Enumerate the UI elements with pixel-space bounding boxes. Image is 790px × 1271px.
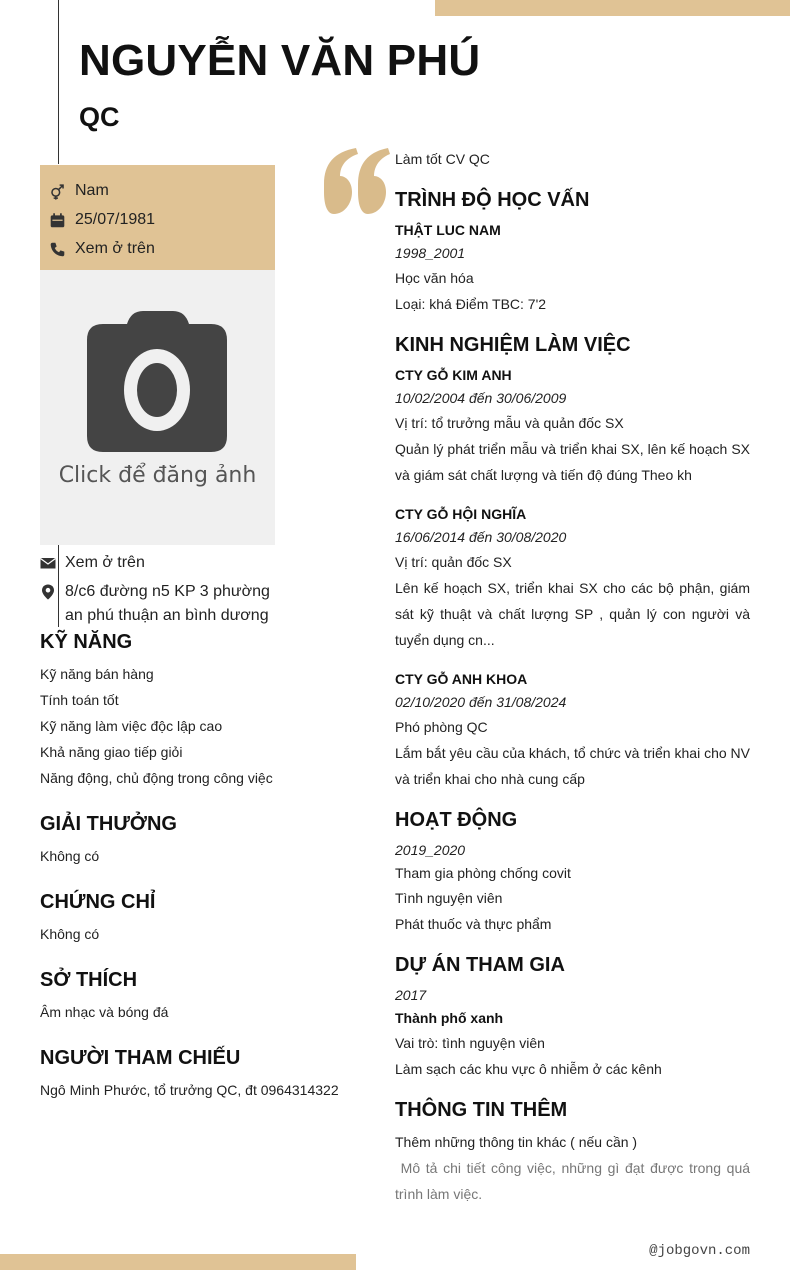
job-period: 10/02/2004 đến 30/06/2009 (395, 390, 567, 406)
birthday-value: 25/07/1981 (75, 211, 156, 228)
education-title: TRÌNH ĐỘ HỌC VẤN (395, 189, 590, 211)
address-line-2: an phú thuận an bình dương (65, 607, 269, 624)
birthday-row (49, 208, 155, 232)
gender-icon (49, 183, 66, 200)
activities-period: 2019_2020 (395, 842, 466, 858)
email-row (40, 551, 145, 575)
photo-upload-area[interactable] (40, 270, 275, 545)
job-period: 02/10/2020 đến 31/08/2024 (395, 694, 567, 710)
phone-icon (49, 241, 66, 258)
skill-item: Năng động, chủ động trong công việc (40, 770, 273, 786)
phone-row (49, 237, 155, 261)
experience-title: KINH NGHIỆM LÀM VIỆC (395, 334, 631, 356)
career-objective: Làm tốt CV QC (395, 151, 490, 167)
job-position: Phó phòng QC (395, 719, 488, 735)
job-company: CTY GỖ ANH KHOA (395, 671, 528, 687)
hobbies-title: SỞ THÍCH (40, 969, 138, 991)
job-period: 16/06/2014 đến 30/08/2020 (395, 529, 567, 545)
activity-item: Tình nguyện viên (395, 890, 503, 906)
skill-item: Tính toán tốt (40, 692, 119, 708)
certificates-text: Không có (40, 926, 100, 942)
location-pin-icon (40, 584, 56, 600)
additional-info-text: Thêm những thông tin khác ( nếu cần ) (395, 1134, 638, 1150)
calendar-icon (49, 212, 66, 229)
address-row (40, 580, 270, 628)
projects-title: DỰ ÁN THAM GIA (395, 954, 565, 976)
bottom-accent-bar (0, 1254, 356, 1270)
skill-item: Khả năng giao tiếp giỏi (40, 744, 183, 760)
hobbies-text: Âm nhạc và bóng đá (40, 1004, 169, 1020)
education-school: THẬT LUC NAM (395, 222, 501, 238)
job-company: CTY GỖ KIM ANH (395, 367, 512, 383)
project-role: Vai trò: tình nguyện viên (395, 1035, 545, 1051)
phone-value: Xem ở trên (75, 240, 155, 257)
job-description: Lắm bắt yêu cầu của khách, tổ chức và triển khai cho NV và triển khai cho nhà cung cấp (395, 745, 750, 787)
email-value: Xem ở trên (65, 554, 145, 571)
top-accent-bar (435, 0, 790, 16)
skill-item: Kỹ năng làm việc độc lập cao (40, 718, 223, 734)
job-title: QC (79, 102, 120, 132)
activity-item: Phát thuốc và thực phẩm (395, 916, 552, 932)
photo-upload-label: Click để đăng ảnh (58, 463, 257, 488)
project-period: 2017 (395, 987, 427, 1003)
additional-info-placeholder: Mô tả chi tiết công việc, những gì đạt được trong quá trình làm việc. (395, 1160, 754, 1202)
job-position: Vị trí: quản đốc SX (395, 554, 512, 570)
job-position: Vị trí: tổ trưởng mẫu và quản đốc SX (395, 415, 624, 431)
activity-item: Tham gia phòng chống covit (395, 865, 571, 881)
activities-title: HOẠT ĐỘNG (395, 809, 518, 831)
certificates-title: CHỨNG CHỈ (40, 891, 156, 913)
skill-item: Kỹ năng bán hàng (40, 666, 154, 682)
job-company: CTY GỖ HỘI NGHĨA (395, 506, 527, 522)
awards-title: GIẢI THƯỞNG (40, 813, 177, 835)
job-description: Lên kế hoạch SX, triển khai SX cho các bộ phận, giám sát kỹ thuật và chất lượng SP , quản lý con người và tuyển dụng cn... (395, 580, 750, 648)
gender-value: Nam (75, 182, 109, 199)
references-text: Ngô Minh Phước, tổ trưởng QC, đt 0964314322 (40, 1082, 339, 1098)
personal-info-box (40, 165, 275, 270)
references-title: NGƯỜI THAM CHIẾU (40, 1047, 241, 1069)
camera-icon (87, 310, 228, 453)
header-divider-line (58, 0, 59, 164)
email-icon (40, 555, 56, 571)
additional-info-title: THÔNG TIN THÊM (395, 1099, 568, 1121)
address-line-1: 8/c6 đường n5 KP 3 phường (65, 583, 270, 600)
gender-row (49, 179, 109, 203)
education-detail: Loại: khá Điểm TBC: 7'2 (395, 296, 547, 312)
quote-mark-icon (322, 140, 390, 216)
footer-watermark: @jobgovn.com (649, 1243, 750, 1259)
education-major: Học văn hóa (395, 270, 474, 286)
candidate-name: NGUYỄN VĂN PHÚ (79, 36, 481, 85)
education-period: 1998_2001 (395, 245, 466, 261)
job-description: Quản lý phát triển mẫu và triển khai SX, lên kế hoạch SX và giám sát chất lượng và tiến độ đúng Theo kh (395, 441, 750, 483)
project-description: Làm sạch các khu vực ô nhiễm ở các kênh (395, 1061, 662, 1077)
skills-title: KỸ NĂNG (40, 631, 133, 653)
project-name: Thành phố xanh (395, 1010, 504, 1026)
awards-text: Không có (40, 848, 100, 864)
